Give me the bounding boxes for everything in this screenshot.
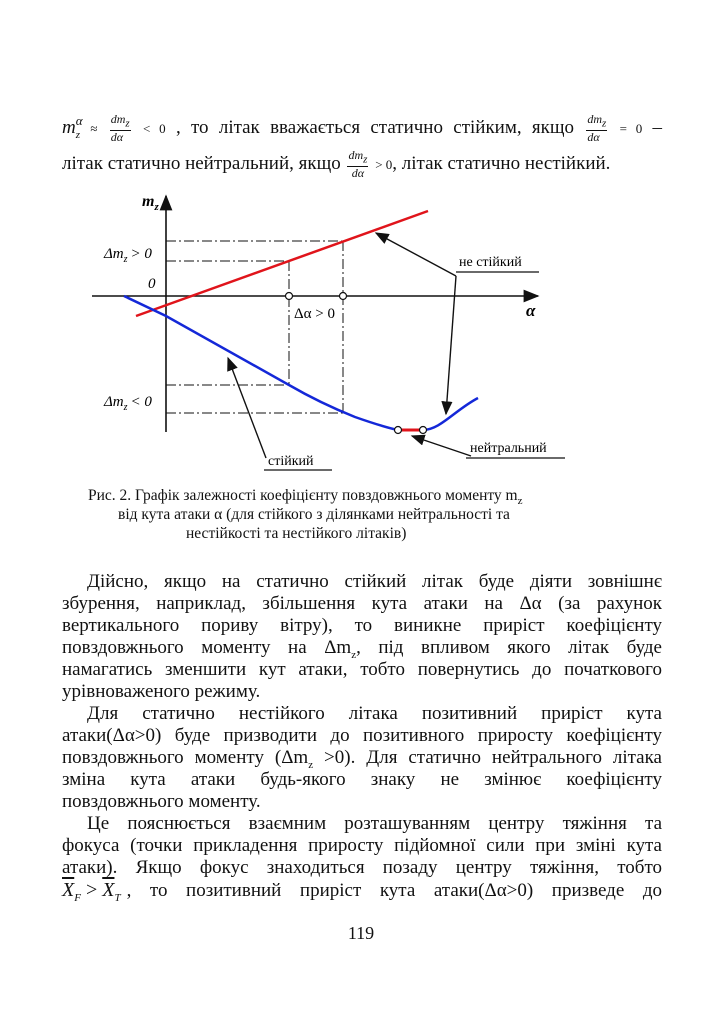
arrow-neutral — [412, 436, 471, 456]
formula-line-2: літак статично нейтральний, якщо $\frac{dm_z}{d\alpha}$ > 0, літак статично нестійкий. — [62, 147, 611, 181]
arrow-stable — [228, 358, 266, 458]
arrow-unstable-to-line — [376, 233, 456, 276]
paragraph-3-line-1: Це пояснюється взаємним розташуванням центру тяжіння та — [87, 813, 662, 834]
paragraph-3-line-4: $\overline{X}_F > \overline{X}_T$ , то позитивний приріст кута атаки(Δα>0) призведе до — [62, 879, 662, 904]
paragraph-2-line-4: зміна кута атаки будь-якого знаку не змінює коефіцієнту — [62, 769, 662, 790]
y-axis-label: $m_z$ — [142, 193, 159, 213]
paragraph-1-line-6: урівноваженого режиму. — [62, 681, 261, 702]
dmz-positive-label: $\Delta m_z > 0$ — [104, 246, 152, 265]
figure-caption-line-1: Рис. 2. Графік залежності коефіцієнту повздовжнього моменту $m_z$ — [88, 487, 523, 508]
point-neutral-end — [420, 427, 427, 434]
unstable-curve — [136, 211, 428, 316]
stable-label: стійкий — [268, 454, 314, 469]
zero-label: 0 — [148, 276, 156, 292]
moment-coefficient-figure — [0, 180, 722, 480]
unstable-label: не стійкий — [459, 255, 522, 270]
paragraph-1-line-4: повздовжнього моменту на $\Delta m_z$, під впливом якого літак буде — [62, 637, 662, 661]
guide-lines — [166, 241, 343, 413]
paragraph-1-line-3: вертикального пориву вітру), то виникне приріст коефіцієнту — [62, 615, 662, 636]
point-alpha-1 — [286, 293, 293, 300]
dalpha-label: Δα > 0 — [294, 306, 335, 322]
unstable-tail-curve — [423, 398, 478, 430]
fraction-dmz-dalpha: $\frac{dm_z}{d\alpha}$ — [110, 111, 130, 145]
paragraph-3-line-3: атаки). Якщо фокус знаходиться позаду центру тяжіння, тобто — [62, 857, 662, 878]
paragraph-1-line-1: Дійсно, якщо на статично стійкий літак буде діяти зовнішнє — [87, 571, 662, 592]
paragraph-2-line-3: повздовжнього моменту $(\Delta m_z >0)$. Для статично нейтрального літака — [62, 747, 662, 771]
formula-line-1: m α $_z$ ≈ $\frac{dm_z}{d\alpha}$ < 0 , то літак вважається статично стійким, якщо $\frac{dm_z}{d\alpha}$ = 0 – — [62, 111, 663, 145]
paragraph-1-line-5: намагатись зменшити кут атаки, тобто повернутись до початкового — [62, 659, 662, 680]
point-alpha-2 — [340, 293, 347, 300]
figure-caption-line-3: нестійкості та нестійкого літаків) — [186, 525, 407, 542]
neutral-label: нейтральний — [470, 441, 547, 456]
paragraph-2-line-1: Для статично нестійкого літака позитивний приріст кута — [87, 703, 662, 724]
paragraph-2-line-2: атаки(Δα>0) буде призводити до позитивного приросту коефіцієнту — [62, 725, 662, 746]
paragraph-2-line-5: повздовжнього моменту. — [62, 791, 261, 812]
xf-gt-xt-formula: $\overline{X}_F > \overline{X}_T$ — [62, 879, 121, 904]
stable-curve — [124, 296, 398, 430]
x-axis-label: α — [526, 301, 536, 320]
paragraph-1-line-2: збурення, наприклад, збільшення кута атаки на Δα (за рахунок — [62, 593, 662, 614]
figure-caption-line-2: від кута атаки α (для стійкого з ділянками нейтральності та — [118, 506, 510, 523]
dmz-negative-label: $\Delta m_z < 0$ — [104, 394, 152, 413]
point-neutral-start — [395, 427, 402, 434]
page-number: 119 — [347, 923, 375, 943]
fraction-dmz-dalpha-2: $\frac{dm_z}{d\alpha}$ — [587, 111, 607, 145]
m-alpha-symbol: m α $_z$ — [62, 113, 83, 141]
fraction-dmz-dalpha-3: $\frac{dm_z}{d\alpha}$ — [348, 147, 368, 181]
paragraph-3-line-2: фокуса (точки прикладення приросту підйомної сили при зміні кута — [62, 835, 662, 856]
